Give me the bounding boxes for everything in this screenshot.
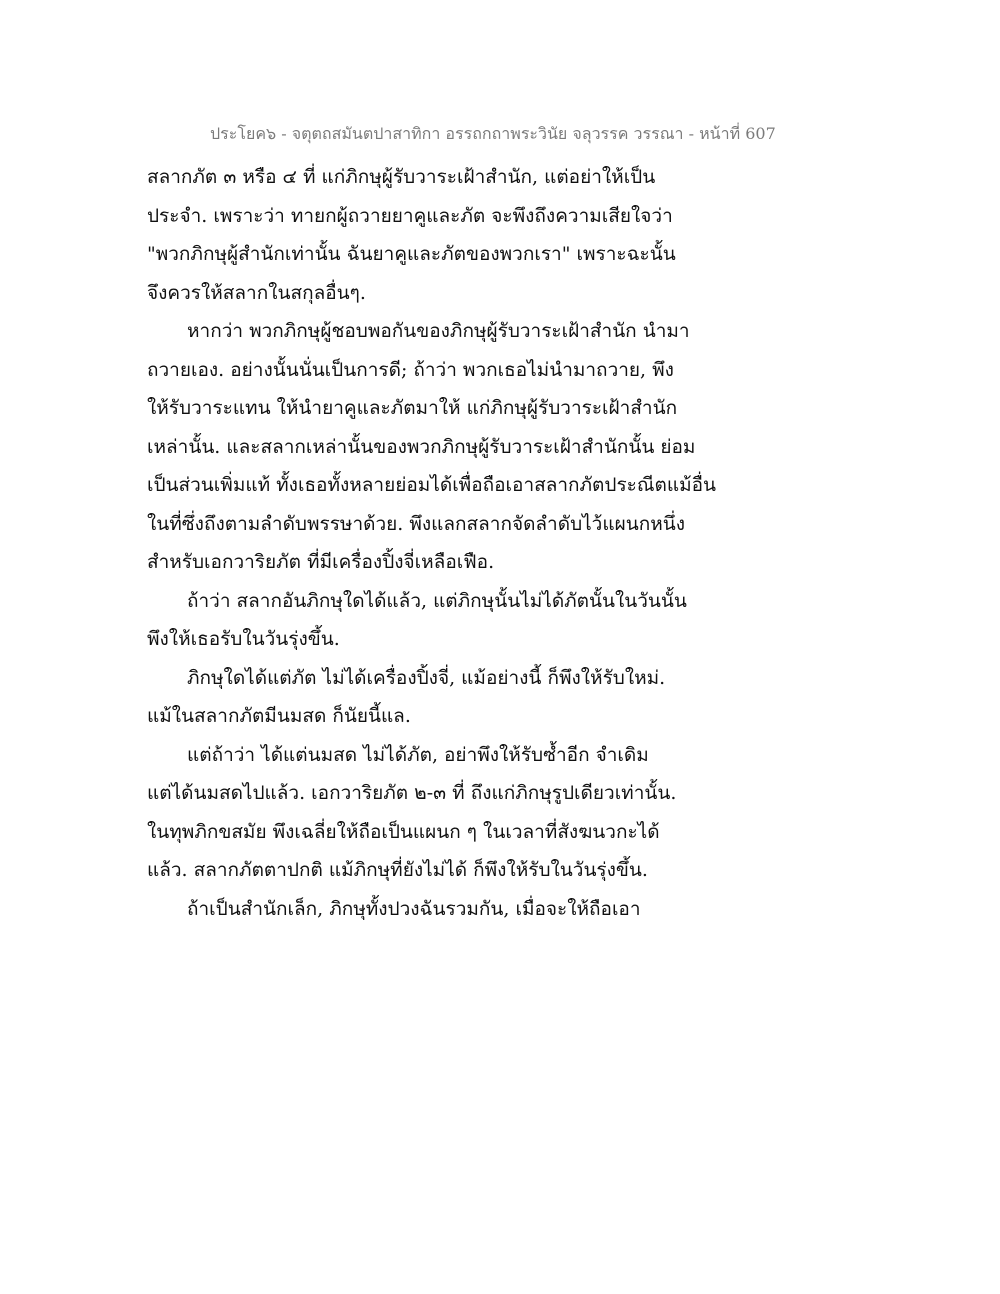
paragraph-first-line: ถ้าว่า สลากอันภิกษุใดได้แล้ว, แต่ภิกษุนั้นไม่ได้ภัตนั้นในวันนั้น [187,589,687,612]
text-line: สลากภัต ๓ หรือ ๔ ที่ แก่ภิกษุผู้รับวาระเฝ้าสำนัก, แต่อย่าให้เป็น [147,166,656,188]
running-header: ประโยค๖ - จตุตถสมันตปาสาทิกา อรรถกถาพระวินัย จลุวรรค วรรณา - หน้าที่ 607 [210,124,776,143]
text-line: แล้ว. สลากภัตตาปกติ แม้ภิกษุที่ยังไม่ได้ ก็พึงให้รับในวันรุ่งขึ้น. [147,859,648,881]
text-line: พึงให้เธอรับในวันรุ่งขึ้น. [147,628,340,650]
body-text [147,158,747,928]
text-line: ในทุพภิกขสมัย พึงเฉลี่ยให้ถือเป็นแผนก ๆ ในเวลาที่สังฆนวกะได้ [147,820,660,843]
paragraph-first-line: แต่ถ้าว่า ได้แต่นมสด ไม่ได้ภัต, อย่าพึงให้รับซ้ำอีก จำเดิม [187,743,649,766]
text-line: ถวายเอง. อย่างนั้นนั่นเป็นการดี; ถ้าว่า พวกเธอไม่นำมาถวาย, พึง [147,358,674,381]
paragraph-first-line: ภิกษุใดได้แต่ภัต ไม่ได้เครื่องปิ้งจี่, แม้อย่างนี้ ก็พึงให้รับใหม่. [187,666,666,689]
text-line: เป็นส่วนเพิ่มแท้ ทั้งเธอทั้งหลายย่อมได้เพื่อถือเอาสลากภัตประณีตแม้อื่น [147,474,716,496]
text-line: ให้รับวาระแทน ให้นำยาคูและภัตมาให้ แก่ภิกษุผู้รับวาระเฝ้าสำนัก [147,397,678,419]
text-line: สำหรับเอกวาริยภัต ที่มีเครื่องปิ้งจี่เหลือเฟือ. [147,551,495,573]
text-line: "พวกภิกษุผู้สำนักเท่านั้น ฉันยาคูและภัตของพวกเรา" เพราะฉะนั้น [147,243,676,265]
text-line: ในที่ซึ่งถึงตามลำดับพรรษาด้วย. พึงแลกสลากจัดลำดับไว้แผนกหนึ่ง [147,512,686,535]
paragraph-first-line: ถ้าเป็นสำนักเล็ก, ภิกษุทั้งปวงฉันรวมกัน, เมื่อจะให้ถือเอา [187,897,641,920]
text-line: เหล่านั้น. และสลากเหล่านั้นของพวกภิกษุผู้รับวาระเฝ้าสำนักนั้น ย่อม [147,435,696,458]
text-line: จึงควรให้สลากในสกุลอื่นๆ. [147,281,366,304]
text-line: แม้ในสลากภัตมีนมสด ก็นัยนี้แล. [147,705,411,727]
paragraph-first-line: หากว่า พวกภิกษุผู้ชอบพอกันของภิกษุผู้รับวาระเฝ้าสำนัก นำมา [187,320,690,342]
text-line: แต่ได้นมสดไปแล้ว. เอกวาริยภัต ๒-๓ ที่ ถึงแก่ภิกษุรูปเดียวเท่านั้น. [147,782,677,804]
text-line: ประจำ. เพราะว่า ทายกผู้ถวายยาคูและภัต จะพึงถึงความเสียใจว่า [147,204,673,227]
